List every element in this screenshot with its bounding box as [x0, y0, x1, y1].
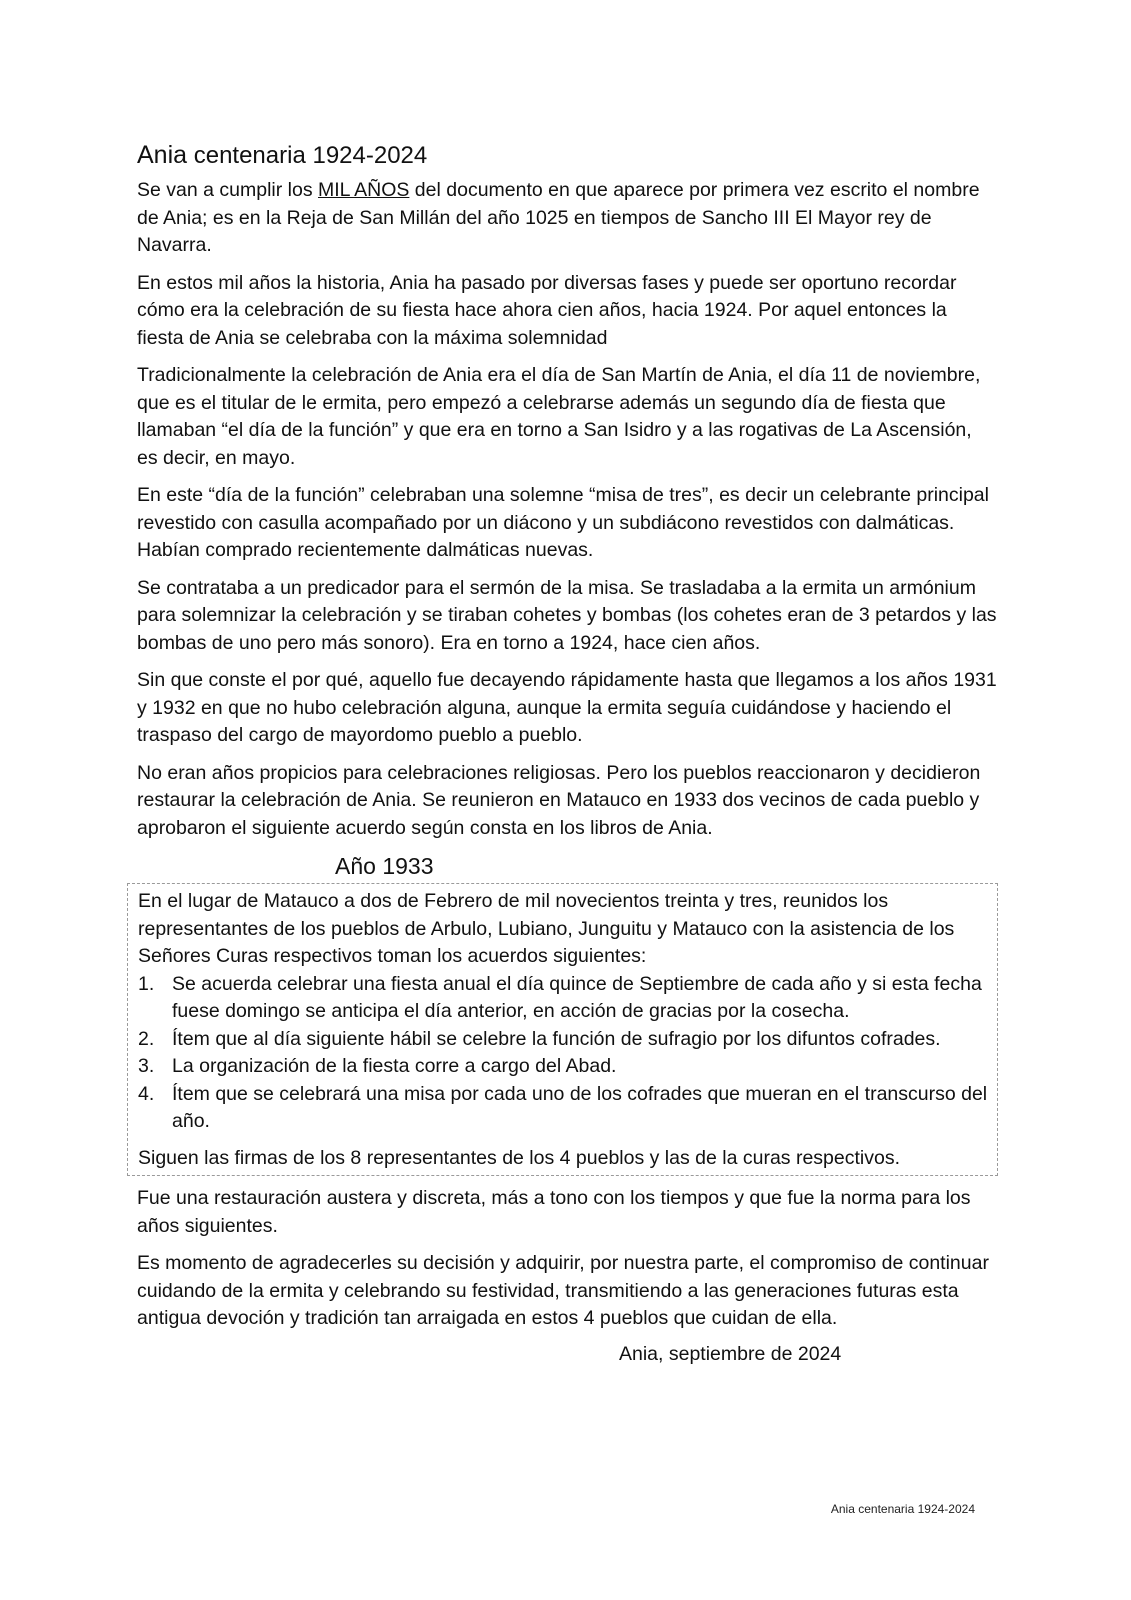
page-title — [137, 140, 997, 171]
intro-before: Se van a cumplir los — [137, 179, 318, 201]
agreement-intro: En el lugar de Matauco a dos de Febrero de mil novecientos treinta y tres, reunidos los representantes de los pueblos de Arbulo, Lubiano, Junguitu y Matauco con la asistencia de los Señores Curas respectivos toman los acuerdos siguientes: — [138, 890, 955, 967]
title-main: Ania — [137, 141, 188, 169]
agreement-signatures: Siguen las firmas de los 8 representantes de los 4 pueblos y las de la curas respectivos. — [138, 1146, 900, 1169]
paragraph: En estos mil años la historia, Ania ha pasado por diversas fases y puede ser oportuno recordar cómo era la celebración de su fiesta hace ahora cien años, hacia 1924. Por aquel entonces la fiesta de Ania se celebraba con la máxima solemnidad — [137, 271, 957, 349]
paragraph: En este “día de la función” celebraban una solemne “misa de tres”, es decir un celebrante principal revestido con casulla acompañado por un diácono y un subdiácono revestidos con dalmáticas. Habían comprado recientemente dalmáticas nuevas. — [137, 484, 989, 561]
list-item — [138, 971, 993, 1026]
intro-paragraph — [137, 177, 997, 260]
agreement-box — [127, 883, 998, 1176]
paragraph: Sin que conste el por qué, aquello fue decayendo rápidamente hasta que llegamos a los años 1931 y 1932 en que no hubo celebración alguna, aunque la ermita seguía cuidándose y haciendo el traspaso del cargo de mayordomo pueblo a pueblo. — [137, 669, 997, 746]
list-text: Ítem que se celebrará una misa por cada uno de los cofrades que mueran en el transcurso del año. — [172, 1082, 988, 1132]
document-heading: Año 1933 — [335, 853, 434, 879]
list-number: 4. — [138, 1082, 155, 1105]
page-footer: Ania centenaria 1924-2024 — [830, 1502, 975, 1516]
closing-paragraph: Fue una restauración austera y discreta, más a tono con los tiempos y que fue la norma para los años siguientes. — [137, 1187, 971, 1237]
list-item — [138, 1081, 993, 1136]
list-number: 2. — [138, 1027, 155, 1050]
signature-line: Ania, septiembre de 2024 — [619, 1342, 842, 1365]
list-item — [138, 1053, 993, 1081]
title-rest: centenaria 1924-2024 — [193, 142, 428, 169]
paragraph: Se contrataba a un predicador para el sermón de la misa. Se trasladaba a la ermita un armónium para solemnizar la celebración y se tiraban cohetes y bombas (los cohetes eran de 3 petardos y las bombas de uno pero más sonoro). Era en torno a 1924, hace cien años. — [137, 576, 997, 654]
list-item — [138, 1026, 993, 1054]
list-text: Ítem que al día siguiente hábil se celebre la función de sufragio por los difuntos cofrades. — [172, 1027, 941, 1050]
list-number: 1. — [138, 972, 155, 995]
closing-paragraph: Es momento de agradecerles su decisión y adquirir, por nuestra parte, el compromiso de continuar cuidando de la ermita y celebrando su festividad, transmitiendo a las generaciones futuras esta antigua devoción y tradición tan arraigada en estos 4 pueblos que cuidan de ella. — [137, 1252, 989, 1329]
list-text: La organización de la fiesta corre a cargo del Abad. — [172, 1055, 617, 1077]
paragraph: No eran años propicios para celebraciones religiosas. Pero los pueblos reaccionaron y decidieron restaurar la celebración de Ania. Se reunieron en Matauco en 1933 dos vecinos de cada pueblo y aprobaron el siguiente acuerdo según consta en los libros de Ania. — [137, 761, 981, 839]
paragraph: Tradicionalmente la celebración de Ania era el día de San Martín de Ania, el día 11 de noviembre, que es el titular de le ermita, pero empezó a celebrarse además un segundo día de fiesta que llamaban “el día de la función” y que era en torno a San Isidro y a las rogativas de La Ascensión, es decir, en mayo. — [137, 364, 981, 469]
agreement-list — [138, 971, 993, 1136]
list-number: 3. — [138, 1055, 155, 1077]
intro-underlined: MIL AÑOS — [318, 179, 410, 201]
document-body — [137, 140, 997, 1368]
intro-after: del documento en que aparece por primera vez escrito el nombre de Ania; es en la Reja de San Millán del año 1025 en tiempos de Sancho III El Mayor rey de Navarra. — [137, 179, 980, 256]
list-text: Se acuerda celebrar una fiesta anual el día quince de Septiembre de cada año y si esta fecha fuese domingo se anticipa el día anterior, en acción de gracias por la cosecha. — [172, 972, 982, 1022]
